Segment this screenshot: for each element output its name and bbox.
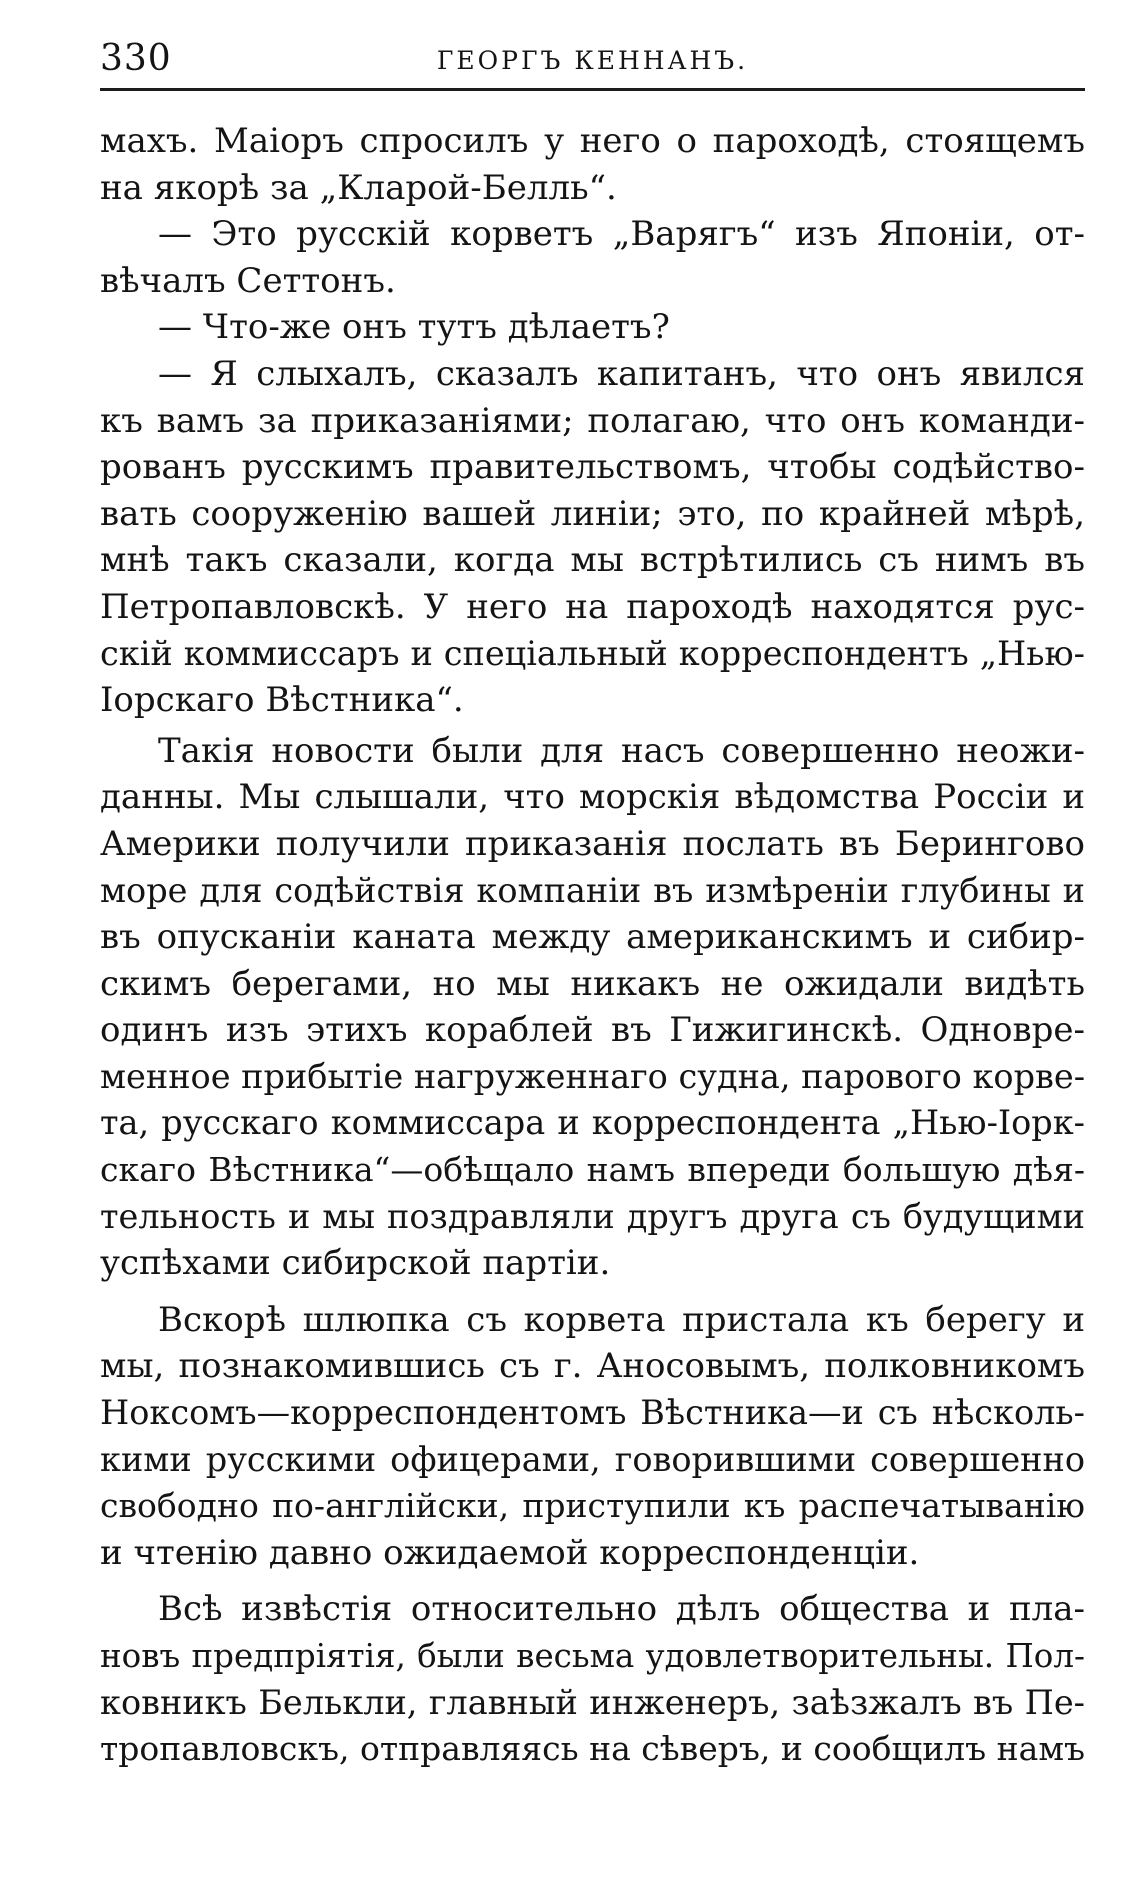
text-line: тельность и мы поздравляли другъ друга съ будущими	[100, 1196, 1085, 1236]
text-line: Всѣ извѣстія относительно дѣлъ общества и пла-	[158, 1589, 1085, 1630]
text-line: свободно по-англійски, приступили къ распечатыванію	[100, 1486, 1085, 1526]
text-line: мы, познакомившись съ г. Аносовымъ, полковникомъ	[100, 1346, 1085, 1387]
text-line: Америки получили приказанія послать въ Берингово	[100, 823, 1085, 864]
text-line: та, русскаго коммиссара и корреспондента „Нью-Іорк-	[100, 1103, 1085, 1143]
text-line: Петропавловскѣ. У него на пароходѣ находятся рус-	[100, 586, 1085, 627]
text-line: скимъ берегами, но мы никакъ не ожидали видѣть	[100, 963, 1085, 1004]
text-line: и чтенію давно ожидаемой корреспонденціи.	[100, 1532, 920, 1573]
page-header	[100, 30, 1085, 91]
text-line: успѣхами сибирской партіи.	[100, 1243, 611, 1284]
text-line: скій коммиссаръ и спеціальный корреспондентъ „Нью-	[100, 633, 1085, 673]
text-line: — Что-же онъ тутъ дѣлаетъ?	[158, 307, 670, 348]
text-line: въ опусканіи каната между американскимъ и сибир-	[100, 917, 1085, 958]
text-line: менное прибытіе нагруженнаго судна, парового корве-	[100, 1056, 1086, 1096]
text-line: Іорскаго Вѣстника“.	[100, 680, 464, 721]
text-line: данны. Мы слышали, что морскія вѣдомства Россіи и	[100, 777, 1085, 818]
body-text	[100, 118, 1085, 1773]
text-line: вѣчалъ Сеттонъ.	[100, 260, 396, 301]
text-line: новъ предпріятія, были весьма удовлетворительны. Пол-	[100, 1637, 1085, 1675]
text-line: ковникъ Белькли, главный инженеръ, заѣзжалъ въ Пе-	[100, 1682, 1085, 1722]
text-line: махъ. Маіоръ спросилъ у него о пароходѣ, стоящемъ	[100, 121, 1085, 161]
text-line: одинъ изъ этихъ кораблей въ Гижигинскѣ. Одновре-	[100, 1010, 1085, 1051]
text-line: къ вамъ за приказаніями; полагаю, что онъ команди-	[100, 400, 1085, 441]
text-line: — Я слыхалъ, сказалъ капитанъ, что онъ явился	[158, 353, 1085, 394]
text-line: Ноксомъ—корреспондентомъ Вѣстника—и съ нѣсколь-	[100, 1393, 1085, 1433]
text-line: скаго Вѣстника“—обѣщало намъ впереди большую дѣя-	[100, 1150, 1085, 1190]
text-line: море для содѣйствія компаніи въ измѣреніи глубины и	[100, 870, 1085, 910]
text-line: Такія новости были для насъ совершенно неожи-	[158, 730, 1085, 771]
text-line: рованъ русскимъ правительствомъ, чтобы содѣйство-	[100, 447, 1085, 488]
text-line: мнѣ такъ сказали, когда мы встрѣтились съ нимъ въ	[100, 540, 1085, 581]
text-line: Вскорѣ шлюпка съ корвета пристала къ берегу и	[158, 1299, 1085, 1340]
text-line: на якорѣ за „Кларой-Белль“.	[100, 167, 617, 208]
text-line: — Это русскій корветъ „Варягъ“ изъ Японіи, от-	[158, 214, 1085, 255]
running-title: ГЕОРГЪ КЕННАНЪ.	[436, 46, 749, 75]
text-line: тропавловскъ, отправляясь на сѣверъ, и сообщилъ намъ	[100, 1729, 1085, 1769]
page-number: 330	[100, 38, 172, 79]
text-line: кими русскими офицерами, говорившими совершенно	[100, 1439, 1085, 1479]
text-line: вать сооруженію вашей линіи; это, по крайней мѣрѣ,	[100, 493, 1085, 534]
